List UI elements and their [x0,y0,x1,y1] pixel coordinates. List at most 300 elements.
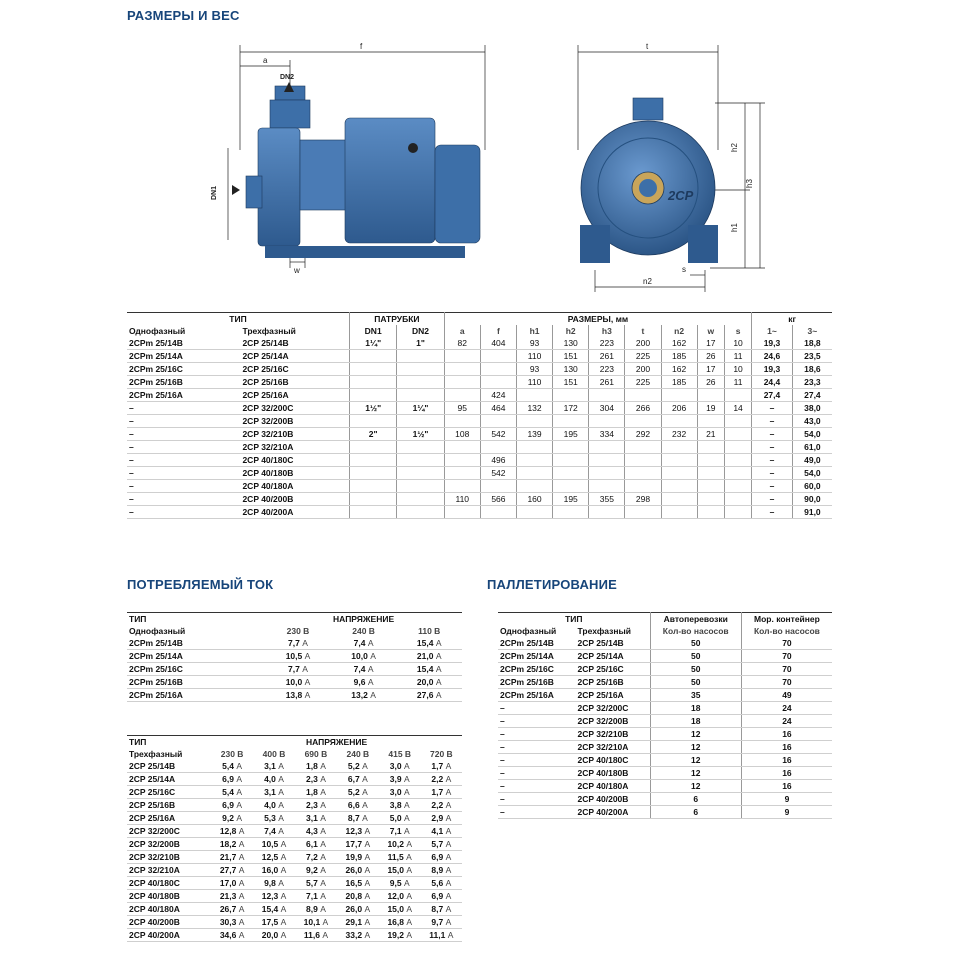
dim-cell-kg1: – [752,480,793,493]
current-unit: А [238,852,245,862]
current-value: 3,1 [264,787,276,797]
current-unit: А [406,891,413,901]
pallet-cell: 16 [741,741,832,754]
table-row [127,929,462,942]
cur3-cell [295,890,337,903]
current-value: 15,0 [387,904,404,914]
current-unit: А [238,878,245,888]
dim-cell-kg1: – [752,415,793,428]
cur3-cell [295,799,337,812]
dim-cell-h1 [516,480,552,493]
dim-cell-h1 [516,415,552,428]
cur3-cell [421,877,462,890]
current-unit: А [320,852,326,862]
pallet-cell: 2CP 32/210B [576,728,651,741]
hdr-h3: h3 [589,325,625,337]
current-value: 11,5 [387,852,404,862]
current-unit: А [278,878,284,888]
current-unit: А [320,813,326,823]
table-row [127,812,462,825]
current-value: 12,5 [261,852,279,862]
dim-h3-label: h3 [745,179,754,188]
cur3-cell [421,812,462,825]
current-unit: А [362,774,368,784]
dim-cell-dn2: 1¼" [397,402,444,415]
dim-cell-kg1: 24,6 [752,350,793,363]
dim-cell-dn2 [397,506,444,519]
current-value: 6,9 [431,852,444,862]
dim-cell-h2: 151 [553,350,589,363]
current-value: 8,7 [347,813,360,823]
hdr-dn2: DN2 [397,325,444,337]
cur3-cell [379,903,421,916]
dim-cell-h1 [516,441,552,454]
cur3-cell [421,851,462,864]
dim-cell-single: 2CPm 25/14B [127,337,240,350]
cur3-cell [337,812,379,825]
cur1-type: 2CPm 25/16B [127,676,265,689]
cur3-cell [211,760,253,773]
dim-cell-f: 496 [480,454,516,467]
cur3-cell [211,838,253,851]
cur3-cell [337,773,379,786]
hdr-single: Однофазный [129,326,186,336]
dim-cell-dn1: 1½" [350,402,397,415]
cur3-cell [421,786,462,799]
cur3-cell [295,773,337,786]
cur3-cell [253,916,295,929]
current-unit: А [280,917,287,927]
dim-cell-f: 542 [480,428,516,441]
dim-cell-f [480,363,516,376]
dim-cell-t: 225 [625,376,661,389]
dim-cell-t [625,467,661,480]
dim-cell-h2 [553,389,589,402]
pal-hdr-single: Однофазный [500,626,557,636]
hdr-a: a [444,325,480,337]
table-row [498,806,832,819]
pallet-cell: – [498,715,576,728]
dim-cell-w [697,480,724,493]
cur3-cell [253,877,295,890]
dim-w-label: w [294,266,300,275]
cur1-cell [331,676,397,689]
dim-cell-kg3: 54,0 [792,428,832,441]
dim-cell-kg3: 49,0 [792,454,832,467]
cur3-cell [379,851,421,864]
cur3-type: 2CP 40/180A [127,903,211,916]
cur3-cell [295,825,337,838]
dim-cell-kg1: 19,3 [752,363,793,376]
cur3-cell [253,890,295,903]
dim-cell-f: 542 [480,467,516,480]
dim-cell-dn1 [350,493,397,506]
pallet-cell: – [498,702,576,715]
dim-cell-t: 200 [625,337,661,350]
cur1-type: 2CPm 25/14A [127,650,265,663]
cur3-cell [421,838,462,851]
dim-cell-dn1 [350,454,397,467]
dim-cell-n2 [661,389,697,402]
cur3-cell [421,916,462,929]
dim-cell-single: – [127,428,240,441]
pallet-cell: 16 [741,754,832,767]
current-value: 27,7 [219,865,237,875]
current-value: 10,0 [351,651,368,661]
current-unit: А [238,917,245,927]
current-unit: А [445,865,452,875]
cur3-type: 2CP 40/200A [127,929,211,942]
current-value: 7,2 [305,852,318,862]
cur3-cell [295,864,337,877]
current-unit: А [320,865,326,875]
dim-cell-w [697,454,724,467]
dim-cell-dn2 [397,480,444,493]
dim-cell-a [444,480,480,493]
cur3-volt-4: 415 В [388,749,412,759]
pallet-cell: 2CPm 25/16A [498,689,576,702]
current-value: 21,7 [219,852,237,862]
dim-cell-three: 2CP 32/200C [240,402,349,415]
dim-cell-w: 17 [697,337,724,350]
current-unit: А [320,826,326,836]
dim-cell-h1 [516,389,552,402]
cur3-cell [421,825,462,838]
pallet-cell: 16 [741,767,832,780]
current-value: 9,5 [389,878,402,888]
current-value: 1,7 [431,761,444,771]
pallet-table [498,612,832,819]
current-value: 6,9 [222,774,234,784]
dim-cell-n2: 185 [661,350,697,363]
cur1-volt-2: 110 В [418,626,441,636]
dim-cell-single: – [127,415,240,428]
cur3-hdr-three: Трехфазный [129,749,183,759]
dim-cell-w [697,441,724,454]
dim-cell-dn2: 1½" [397,428,444,441]
dim-cell-s: 10 [724,363,751,376]
cur3-cell [211,929,253,942]
current-three-table [127,735,462,942]
dim-cell-dn2 [397,350,444,363]
cur3-cell [253,760,295,773]
dim-cell-t: 298 [625,493,661,506]
cur1-cell [265,663,331,676]
table-row [498,637,832,650]
hdr-kg: кг [752,313,832,326]
cur3-cell [379,799,421,812]
dim-dn1-label: DN1 [211,185,218,200]
dim-cell-n2: 206 [661,402,697,415]
current-unit: А [364,865,371,875]
pal-hdr-type: ТИП [565,614,583,624]
cur3-cell [295,851,337,864]
cur3-cell [211,903,253,916]
cur1-hdr-type: ТИП [129,614,147,624]
pallet-cell: 12 [650,741,741,754]
current-unit: А [280,852,287,862]
current-value: 8,9 [431,865,444,875]
table-row [127,663,462,676]
dim-cell-s [724,441,751,454]
cur3-cell [295,916,337,929]
current-unit: А [367,638,374,648]
pallet-cell: – [498,780,576,793]
dim-cell-h3: 261 [589,350,625,363]
dim-cell-s: 11 [724,350,751,363]
dim-cell-dn1 [350,441,397,454]
current-value: 8,9 [305,904,318,914]
current-unit: А [280,930,287,940]
current-unit: А [320,761,326,771]
dim-cell-dn1 [350,415,397,428]
current-value: 13,8 [285,690,303,700]
table-row [127,676,462,689]
table-row [127,650,462,663]
current-value: 13,2 [351,690,368,700]
dim-cell-s [724,506,751,519]
dim-cell-three: 2CP 40/180A [240,480,349,493]
pallet-cell: 9 [741,793,832,806]
table-row [498,728,832,741]
dim-cell-three: 2CP 32/210A [240,441,349,454]
pallet-cell: 18 [650,702,741,715]
dim-cell-three: 2CP 40/200A [240,506,349,519]
current-value: 9,2 [305,865,318,875]
dim-cell-s [724,467,751,480]
dim-cell-three: 2CP 25/16A [240,389,349,402]
current-unit: А [320,787,326,797]
dim-cell-h3 [589,480,625,493]
cur3-cell [253,812,295,825]
cur1-hdr-single: Однофазный [129,626,186,636]
current-value: 6,1 [305,839,318,849]
cur3-cell [211,812,253,825]
hdr-1ph: 1~ [752,325,793,337]
current-unit: А [304,651,311,661]
cur3-type: 2CP 25/16A [127,812,211,825]
table-row [498,663,832,676]
pallet-cell: 2CP 40/180B [576,767,651,780]
pallet-cell: 2CP 40/200A [576,806,651,819]
current-unit: А [238,891,245,901]
current-unit: А [370,690,376,700]
dim-cell-three: 2CP 25/16B [240,376,349,389]
pump-side-view [232,82,480,258]
dim-cell-f: 404 [480,337,516,350]
pallet-cell: 50 [650,637,741,650]
current-unit: А [278,826,284,836]
table-row [498,741,832,754]
cur3-cell [337,851,379,864]
current-title: ПОТРЕБЛЯЕМЫЙ ТОК [127,577,274,592]
dim-cell-n2 [661,480,697,493]
cur3-type: 2CP 40/200B [127,916,211,929]
dim-cell-h1: 139 [516,428,552,441]
pallet-cell: 18 [650,715,741,728]
dim-cell-dn2 [397,363,444,376]
dim-cell-t: 200 [625,363,661,376]
current-unit: А [445,839,452,849]
pallet-cell: 2CP 40/200B [576,793,651,806]
pallet-cell: 35 [650,689,741,702]
dim-cell-w [697,493,724,506]
current-value: 26,7 [219,904,237,914]
cur3-hdr-type: ТИП [129,737,147,747]
current-unit: А [404,774,410,784]
dim-cell-kg3: 23,3 [792,376,832,389]
dim-cell-s [724,415,751,428]
dim-cell-f: 566 [480,493,516,506]
current-unit: А [435,638,442,648]
cur3-cell [295,929,337,942]
cur3-cell [337,929,379,942]
current-value: 1,8 [305,761,318,771]
dim-cell-h3: 334 [589,428,625,441]
current-unit: А [320,839,326,849]
hdr-s: s [724,325,751,337]
current-unit: А [278,761,284,771]
pallet-cell: – [498,754,576,767]
cur3-volt-2: 690 В [304,749,328,759]
cur3-cell [211,773,253,786]
dim-cell-kg1: 24,4 [752,376,793,389]
dim-cell-t [625,454,661,467]
dim-cell-dn1 [350,350,397,363]
dim-cell-kg1: – [752,441,793,454]
cur3-volt-0: 230 В [220,749,244,759]
dim-cell-kg3: 23,5 [792,350,832,363]
cur1-cell [331,689,397,702]
dim-cell-dn2: 1" [397,337,444,350]
pallet-cell: 2CP 25/16A [576,689,651,702]
current-value: 8,7 [431,904,444,914]
current-value: 5,2 [347,787,360,797]
cur3-cell [211,916,253,929]
table-row [127,402,832,415]
pallet-cell: 2CPm 25/14A [498,650,576,663]
table-row [127,350,832,363]
dim-cell-w: 26 [697,350,724,363]
cur3-type: 2CP 32/200C [127,825,211,838]
cur3-cell [379,760,421,773]
table-row [127,760,462,773]
cur3-cell [379,838,421,851]
current-unit: А [302,664,308,674]
dim-cell-kg1: – [752,493,793,506]
current-unit: А [322,917,329,927]
cur3-cell [253,786,295,799]
dim-cell-dn2 [397,376,444,389]
dim-cell-f [480,350,516,363]
dim-cell-dn1 [350,376,397,389]
dim-h2-label: h2 [730,143,739,152]
table-row [498,754,832,767]
dim-cell-dn1 [350,389,397,402]
current-unit: А [236,787,243,797]
dim-cell-w: 21 [697,428,724,441]
dim-cell-n2 [661,454,697,467]
table-row [127,916,462,929]
current-value: 10,0 [285,677,303,687]
current-unit: А [278,774,284,784]
hdr-3ph: 3~ [792,325,832,337]
dim-cell-s [724,454,751,467]
pallet-cell: 50 [650,650,741,663]
dim-cell-a [444,363,480,376]
pallet-cell: 16 [741,780,832,793]
table-row [127,376,832,389]
pallet-cell: 12 [650,754,741,767]
dim-cell-h2: 151 [553,376,589,389]
dim-cell-kg1: – [752,402,793,415]
current-value: 4,1 [431,826,444,836]
pallet-cell: 12 [650,780,741,793]
current-unit: А [320,800,326,810]
current-unit: А [445,787,452,797]
cur3-cell [253,773,295,786]
dim-cell-s: 11 [724,376,751,389]
current-value: 20,0 [416,677,434,687]
dim-cell-kg3: 18,6 [792,363,832,376]
table-row [127,851,462,864]
cur3-cell [211,851,253,864]
dim-cell-kg3: 60,0 [792,480,832,493]
dim-cell-dn1 [350,480,397,493]
dim-cell-dn2 [397,454,444,467]
dim-cell-t: 266 [625,402,661,415]
cur3-cell [337,786,379,799]
cur3-cell [421,864,462,877]
current-unit: А [445,904,452,914]
cur1-cell [331,663,397,676]
dim-cell-h1: 110 [516,376,552,389]
current-unit: А [320,878,326,888]
current-unit: А [406,865,413,875]
dim-cell-h2 [553,441,589,454]
pallet-cell: 24 [741,702,832,715]
pallet-cell: 9 [741,806,832,819]
current-unit: А [362,761,368,771]
dim-cell-h1: 93 [516,363,552,376]
current-single-table [127,612,462,702]
dim-cell-kg1: 19,3 [752,337,793,350]
dim-cell-w [697,467,724,480]
pallet-cell: 2CP 25/16C [576,663,651,676]
cur3-cell [253,929,295,942]
current-value: 15,4 [416,638,434,648]
cur3-cell [379,890,421,903]
current-value: 11,6 [303,930,320,940]
dim-cell-h1: 132 [516,402,552,415]
current-unit: А [406,839,413,849]
hdr-t: t [625,325,661,337]
current-value: 4,0 [264,800,276,810]
current-unit: А [236,774,243,784]
pallet-cell: 2CP 25/16B [576,676,651,689]
dim-cell-single: – [127,467,240,480]
current-unit: А [445,891,452,901]
dim-cell-three: 2CP 25/14A [240,350,349,363]
current-value: 19,2 [387,930,404,940]
current-unit: А [435,651,442,661]
hdr-n2: n2 [661,325,697,337]
current-value: 9,7 [431,917,444,927]
dim-cell-single: 2CPm 25/16B [127,376,240,389]
current-unit: А [278,813,284,823]
dim-cell-h3 [589,454,625,467]
dim-a-label: a [263,56,268,65]
